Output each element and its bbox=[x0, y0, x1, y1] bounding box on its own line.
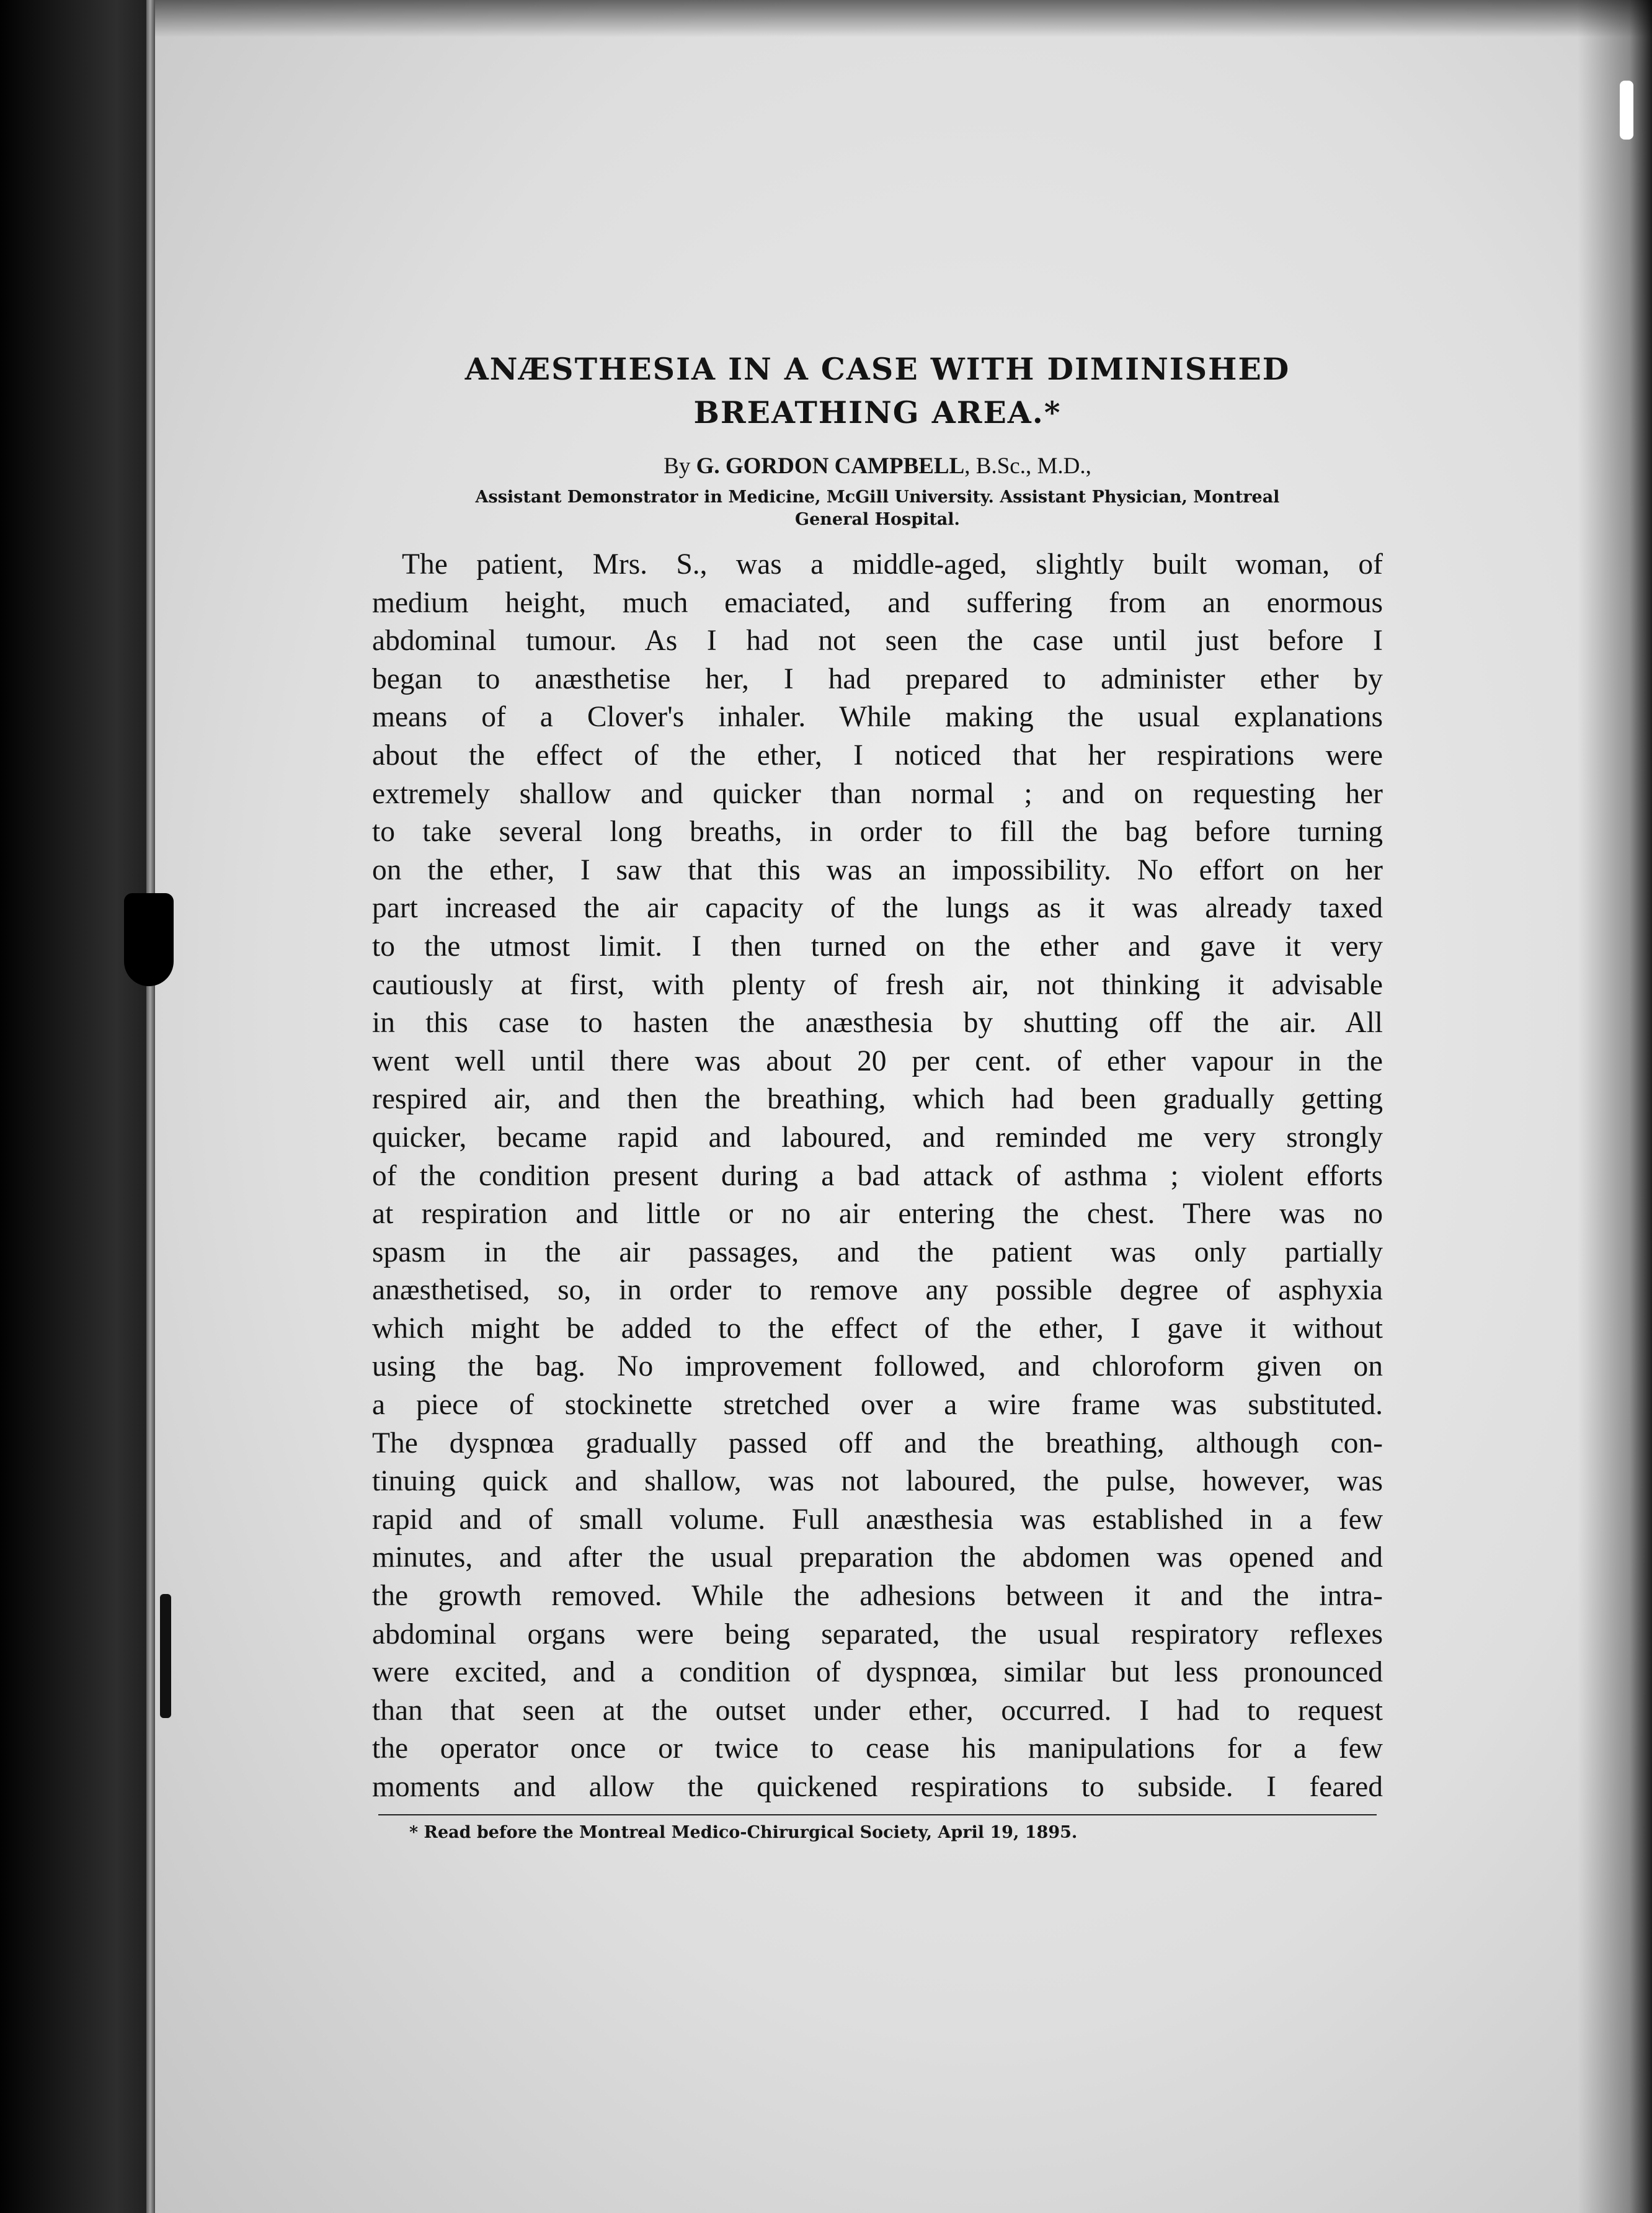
body-line: at respiration and little or no air entering the chest. There was no bbox=[372, 1198, 1383, 1231]
article-title bbox=[372, 347, 1383, 434]
body-line: a piece of stockinette stretched over a wire frame was substituted. bbox=[372, 1389, 1383, 1422]
body-line: The patient, Mrs. S., was a middle-aged, slightly built woman, of bbox=[402, 548, 1383, 581]
body-line: in this case to hasten the anæsthesia by shutting off the air. All bbox=[372, 1007, 1383, 1040]
affiliation-line-2: General Hospital. bbox=[795, 510, 960, 529]
body-line: abdominal tumour. As I had not seen the case until just before I bbox=[372, 625, 1383, 657]
body-line: on the ether, I saw that this was an impossibility. No effort on her bbox=[372, 853, 1383, 886]
body-line: part increased the air capacity of the lungs as it was already taxed bbox=[372, 892, 1383, 925]
body-line: rapid and of small volume. Full anæsthesia was established in a few bbox=[372, 1503, 1383, 1536]
article bbox=[372, 347, 1383, 1845]
author-name: G. GORDON CAMPBELL bbox=[696, 453, 965, 479]
binding-hole-mark bbox=[124, 893, 174, 986]
body-line: The dyspnœa gradually passed off and the breathing, although con- bbox=[372, 1427, 1383, 1459]
byline bbox=[372, 453, 1383, 480]
right-edge-shadow bbox=[1578, 0, 1652, 2213]
body-text bbox=[372, 546, 1383, 1807]
body-line: about the effect of the ether, I noticed that her respirations were bbox=[372, 739, 1383, 772]
body-line: spasm in the air passages, and the patient was only partially bbox=[372, 1236, 1383, 1268]
footnote-rule bbox=[378, 1814, 1377, 1815]
byline-prefix: By bbox=[664, 453, 691, 479]
body-line: quicker, became rapid and laboured, and reminded me very strongly bbox=[372, 1121, 1383, 1154]
page-fold bbox=[146, 0, 155, 2213]
top-edge-shadow bbox=[155, 0, 1652, 37]
body-line: anæsthetised, so, in order to remove any possible degree of asphyxia bbox=[372, 1274, 1383, 1307]
binding-clip-mark bbox=[160, 1594, 171, 1718]
body-line: minutes, and after the usual preparation the abdomen was opened and bbox=[372, 1541, 1383, 1574]
body-line: to the utmost limit. I then turned on the ether and gave it very bbox=[372, 930, 1383, 963]
body-line: using the bag. No improvement followed, and chloroform given on bbox=[372, 1350, 1383, 1383]
page-corner-mark bbox=[1620, 81, 1633, 140]
body-line: than that seen at the outset under ether, occurred. I had to request bbox=[372, 1694, 1383, 1727]
title-line-1: ANÆSTHESIA IN A CASE WITH DIMINISHED bbox=[464, 351, 1290, 387]
body-line: to take several long breaths, in order to fill the bag before turning bbox=[372, 816, 1383, 848]
body-line: began to anæsthetise her, I had prepared to administer ether by bbox=[372, 662, 1383, 695]
facing-page-gutter bbox=[0, 0, 155, 2213]
body-line: the operator once or twice to cease his manipulations for a few bbox=[372, 1732, 1383, 1765]
body-line: went well until there was about 20 per cent. of ether vapour in the bbox=[372, 1044, 1383, 1077]
body-line: the growth removed. While the adhesions between it and the intra- bbox=[372, 1580, 1383, 1613]
body-line: cautiously at first, with plenty of fresh air, not thinking it advisable bbox=[372, 968, 1383, 1001]
affiliation-line-1: Assistant Demonstrator in Medicine, McGill University. Assistant Physician, Montreal bbox=[475, 488, 1280, 507]
body-line: were excited, and a condition of dyspnœa, similar but less pronounced bbox=[372, 1656, 1383, 1689]
body-line: moments and allow the quickened respirations to subside. I feared bbox=[372, 1771, 1383, 1803]
author-affiliation bbox=[372, 486, 1383, 531]
body-line: medium height, much emaciated, and suffering from an enormous bbox=[372, 586, 1383, 619]
body-line: respired air, and then the breathing, which had been gradually getting bbox=[372, 1083, 1383, 1116]
body-line: tinuing quick and shallow, was not laboured, the pulse, however, was bbox=[372, 1465, 1383, 1498]
footnote: * Read before the Montreal Medico-Chirurgical Society, April 19, 1895. bbox=[409, 1822, 1078, 1842]
body-line: means of a Clover's inhaler. While making the usual explanations bbox=[372, 701, 1383, 734]
title-line-2: BREATHING AREA.* bbox=[693, 394, 1062, 430]
body-line: extremely shallow and quicker than normal ; and on requesting her bbox=[372, 777, 1383, 810]
body-line: abdominal organs were being separated, the usual respiratory reflexes bbox=[372, 1618, 1383, 1650]
author-credentials: , B.Sc., M.D., bbox=[964, 453, 1091, 479]
body-line: which might be added to the effect of the ether, I gave it without bbox=[372, 1312, 1383, 1345]
body-line: of the condition present during a bad attack of asthma ; violent efforts bbox=[372, 1159, 1383, 1192]
